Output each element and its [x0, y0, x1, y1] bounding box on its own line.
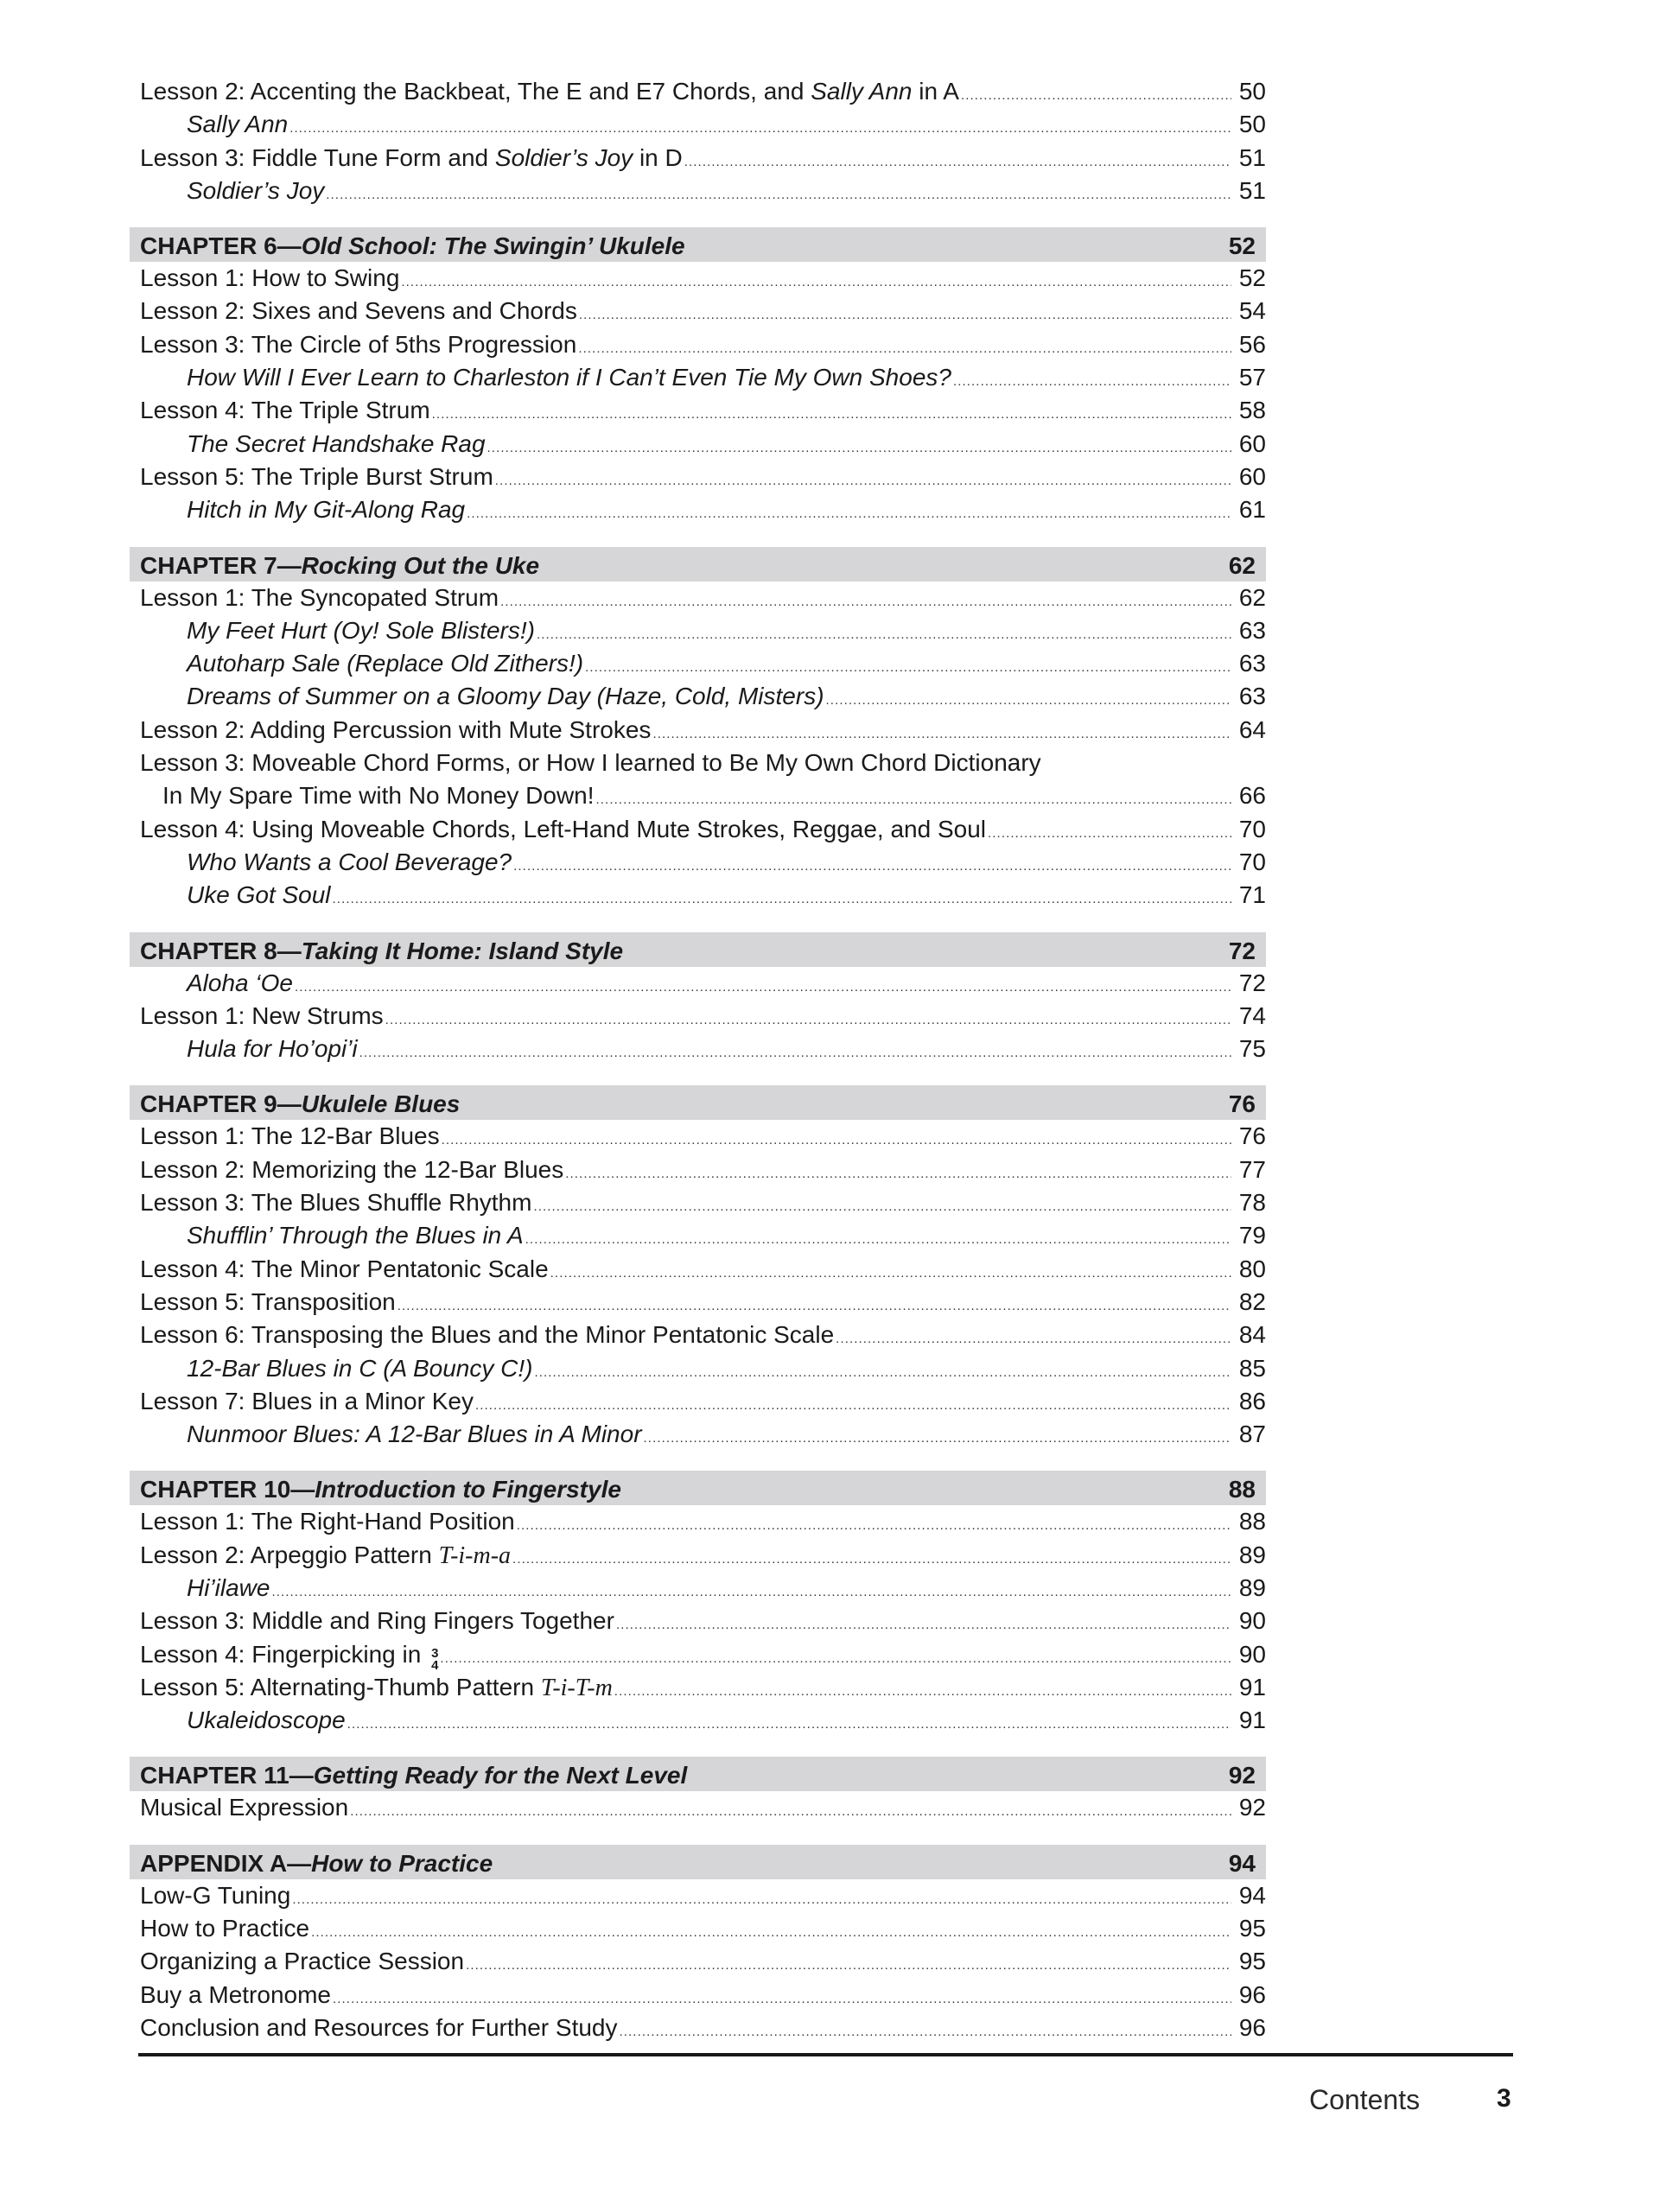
dot-leader	[684, 142, 1231, 179]
toc-entry[interactable]: Low-G Tuning ..... 94	[130, 1879, 1266, 1912]
toc-entry[interactable]: Ukaleidoscope ..... 91	[130, 1704, 1266, 1737]
toc-page-number: 50	[1238, 78, 1266, 105]
chapter-page-number: 92	[1228, 1762, 1256, 1789]
toc-entry[interactable]: Lesson 5: The Triple Burst Strum ..... 60	[130, 461, 1266, 493]
toc-entry[interactable]: Musical Expression ..... 92	[130, 1791, 1266, 1824]
toc-page-number: 90	[1238, 1607, 1266, 1635]
toc-page-number: 86	[1238, 1387, 1266, 1414]
toc-entry[interactable]: Lesson 3: The Circle of 5ths Progression ..... 56	[130, 328, 1266, 361]
chapter-page-number: 88	[1228, 1476, 1256, 1503]
toc-page-number: 89	[1238, 1573, 1266, 1601]
toc-page-number: 85	[1238, 1354, 1266, 1382]
toc-page-number: 96	[1238, 1980, 1266, 2008]
toc-page-number: 64	[1238, 715, 1266, 743]
toc-section-chapter-8	[130, 932, 1266, 1066]
toc-entry[interactable]: Lesson 7: Blues in a Minor Key ..... 86	[130, 1385, 1266, 1418]
toc-entry[interactable]: Buy a Metronome ..... 96	[130, 1979, 1266, 2012]
time-signature: 3 4	[431, 1645, 439, 1673]
toc-entry[interactable]: Aloha ‘Oe ..... 72	[130, 967, 1266, 1000]
toc-page-number: 66	[1238, 782, 1266, 810]
toc-entry[interactable]: Lesson 4: The Triple Strum ..... 58	[130, 394, 1266, 427]
chapter-heading[interactable]: CHAPTER 8—Taking It Home: Island Style 72	[130, 932, 1266, 967]
toc-page-number: 87	[1238, 1421, 1266, 1448]
toc-page-number: 79	[1238, 1222, 1266, 1249]
toc-page-number: 70	[1238, 815, 1266, 842]
toc-entry[interactable]: Lesson 1: The Right-Hand Position ..... 88	[130, 1505, 1266, 1538]
toc-entry[interactable]: Soldier’s Joy ..... 51	[130, 175, 1266, 207]
toc-page-number: 60	[1238, 462, 1266, 490]
footer-section-label: Contents	[1309, 2084, 1421, 2115]
toc-entry[interactable]: Hula for Ho’opi’i ..... 75	[130, 1033, 1266, 1065]
toc-entry[interactable]: Lesson 1: The 12-Bar Blues ..... 76	[130, 1120, 1266, 1153]
toc-entry[interactable]: Lesson 5: Transposition ..... 82	[130, 1286, 1266, 1319]
toc-entry[interactable]: Lesson 2: Arpeggio Pattern T-i-m-a ..... 89	[130, 1539, 1266, 1572]
chapter-heading[interactable]: APPENDIX A—How to Practice 94	[130, 1845, 1266, 1879]
toc-entry[interactable]: Lesson 4: The Minor Pentatonic Scale ..... 80	[130, 1253, 1266, 1286]
table-of-contents	[130, 75, 1266, 2044]
toc-page-number: 88	[1238, 1508, 1266, 1535]
chapter-page-number: 52	[1228, 232, 1256, 260]
toc-page-number: 58	[1238, 397, 1266, 424]
toc-page-number: 51	[1238, 176, 1266, 204]
toc-page-number: 95	[1238, 1948, 1266, 1975]
toc-page-number: 50	[1238, 111, 1266, 138]
toc-entry[interactable]: 12-Bar Blues in C (A Bouncy C!) ..... 85	[130, 1352, 1266, 1385]
toc-page-number: 57	[1238, 364, 1266, 391]
toc-entry[interactable]: Shufflin’ Through the Blues in A ..... 79	[130, 1219, 1266, 1252]
toc-entry[interactable]: Organizing a Practice Session ..... 95	[130, 1945, 1266, 1978]
toc-entry[interactable]: Lesson 4: Fingerpicking in 3 4 ..... 90	[130, 1638, 1266, 1671]
toc-section-chapter-9	[130, 1085, 1266, 1451]
toc-page-number: 52	[1238, 264, 1266, 292]
toc-page-number: 75	[1238, 1035, 1266, 1063]
toc-entry[interactable]: Hi’ilawe ..... 89	[130, 1572, 1266, 1605]
toc-entry[interactable]: Lesson 6: Transposing the Blues and the Minor Pentatonic Scale ..... 84	[130, 1319, 1266, 1351]
chapter-heading[interactable]: CHAPTER 10—Introduction to Fingerstyle 88	[130, 1471, 1266, 1505]
toc-section-chapter-10	[130, 1471, 1266, 1737]
toc-page-number: 72	[1238, 969, 1266, 996]
toc-page-number: 63	[1238, 683, 1266, 710]
toc-section-chapter-6	[130, 227, 1266, 526]
chapter-heading[interactable]: CHAPTER 6—Old School: The Swingin’ Ukulele 52	[130, 227, 1266, 262]
toc-entry[interactable]: Lesson 3: Moveable Chord Forms, or How I learned to Be My Own Chord Dictionary	[140, 749, 1041, 777]
toc-entry[interactable]: Lesson 2: Memorizing the 12-Bar Blues ..... 77	[130, 1154, 1266, 1186]
toc-entry[interactable]: Lesson 1: The Syncopated Strum ..... 62	[130, 582, 1266, 614]
chapter-heading[interactable]: CHAPTER 7—Rocking Out the Uke 62	[130, 547, 1266, 582]
toc-entry[interactable]: Lesson 3: The Blues Shuffle Rhythm ..... 78	[130, 1186, 1266, 1219]
toc-entry[interactable]: Sally Ann ..... 50	[130, 108, 1266, 141]
toc-section-continued	[130, 75, 1266, 207]
toc-page-number: 77	[1238, 1155, 1266, 1183]
chapter-page-number: 76	[1228, 1090, 1256, 1118]
toc-page-number: 63	[1238, 616, 1266, 644]
toc-page-number: 92	[1238, 1794, 1266, 1821]
toc-page-number: 51	[1238, 143, 1266, 171]
toc-entry[interactable]: Autoharp Sale (Replace Old Zithers!) ..... 63	[130, 647, 1266, 680]
toc-page-number: 94	[1238, 1881, 1266, 1909]
toc-page-number: 82	[1238, 1287, 1266, 1315]
dot-leader	[961, 75, 1231, 112]
toc-page-number: 91	[1238, 1673, 1266, 1700]
toc-page-number: 63	[1238, 650, 1266, 677]
toc-page-number: 56	[1238, 330, 1266, 358]
toc-entry[interactable]: Lesson 5: Alternating-Thumb Pattern T-i-T-m ..... 91	[130, 1671, 1266, 1704]
toc-entry[interactable]: Lesson 2: Adding Percussion with Mute Strokes ..... 64	[130, 714, 1266, 747]
toc-entry[interactable]: Uke Got Soul ..... 71	[130, 879, 1266, 912]
toc-page-number: 76	[1238, 1122, 1266, 1150]
toc-entry[interactable]: Dreams of Summer on a Gloomy Day (Haze, Cold, Misters) ..... 63	[130, 680, 1266, 713]
toc-page-number: 78	[1238, 1189, 1266, 1217]
toc-page-number: 84	[1238, 1321, 1266, 1349]
toc-entry[interactable]: Lesson 3: Fiddle Tune Form and Soldier’s Joy in D ..... 51	[130, 142, 1266, 175]
chapter-heading[interactable]: CHAPTER 11—Getting Ready for the Next Level 92	[130, 1757, 1266, 1791]
toc-entry[interactable]: Lesson 4: Using Moveable Chords, Left-Hand Mute Strokes, Reggae, and Soul ..... 70	[130, 813, 1266, 846]
toc-page-number: 70	[1238, 848, 1266, 875]
toc-entry[interactable]: Lesson 3: Middle and Ring Fingers Together ..... 90	[130, 1605, 1266, 1637]
toc-entry[interactable]: How to Practice ..... 95	[130, 1912, 1266, 1945]
footer-page-number: 3	[1497, 2084, 1511, 2113]
toc-entry[interactable]: Lesson 1: New Strums ..... 74	[130, 1000, 1266, 1033]
toc-section-chapter-7	[130, 547, 1266, 912]
chapter-heading[interactable]: CHAPTER 9—Ukulele Blues 76	[130, 1085, 1266, 1120]
toc-page-number: 74	[1238, 1001, 1266, 1029]
toc-entry[interactable]: How Will I Ever Learn to Charleston if I Can’t Even Tie My Own Shoes? ..... 57	[130, 361, 1266, 394]
toc-page-number: 60	[1238, 429, 1266, 457]
toc-entry-continued[interactable]: In My Spare Time with No Money Down! ..... 66	[130, 779, 1266, 812]
chapter-page-number: 62	[1228, 551, 1256, 579]
toc-page-number: 54	[1238, 297, 1266, 325]
toc-page-number: 71	[1238, 881, 1266, 909]
toc-section-chapter-11	[130, 1757, 1266, 1824]
toc-entry[interactable]: Who Wants a Cool Beverage? ..... 70	[130, 846, 1266, 879]
toc-page-number: 96	[1238, 2013, 1266, 2041]
toc-entry[interactable]: Nunmoor Blues: A 12-Bar Blues in A Minor ..... 87	[130, 1418, 1266, 1451]
chapter-page-number: 72	[1228, 937, 1256, 964]
toc-entry[interactable]: Conclusion and Resources for Further Study ..... 96	[130, 2012, 1266, 2044]
toc-page-number: 90	[1238, 1640, 1266, 1668]
toc-entry[interactable]: Lesson 2: Accenting the Backbeat, The E and E7 Chords, and Sally Ann in A ..... 50	[130, 75, 1266, 108]
toc-page-number: 80	[1238, 1255, 1266, 1282]
toc-page-number: 91	[1238, 1707, 1266, 1734]
dot-leader	[326, 175, 1231, 212]
toc-section-appendix-a	[130, 1845, 1266, 2044]
footer-divider	[138, 2053, 1513, 2056]
dot-leader	[289, 108, 1231, 145]
toc-page-number: 95	[1238, 1915, 1266, 1942]
toc-entry[interactable]: Hitch in My Git-Along Rag ..... 61	[130, 493, 1266, 526]
toc-page-number: 62	[1238, 583, 1266, 611]
toc-page-number: 89	[1238, 1541, 1266, 1568]
toc-entry[interactable]: The Secret Handshake Rag ..... 60	[130, 428, 1266, 461]
toc-entry[interactable]: Lesson 1: How to Swing ..... 52	[130, 262, 1266, 295]
chapter-page-number: 94	[1228, 1849, 1256, 1877]
toc-page-number: 61	[1238, 496, 1266, 524]
toc-entry[interactable]: My Feet Hurt (Oy! Sole Blisters!) ..... 63	[130, 614, 1266, 647]
toc-entry[interactable]: Lesson 2: Sixes and Sevens and Chords ..... 54	[130, 295, 1266, 327]
